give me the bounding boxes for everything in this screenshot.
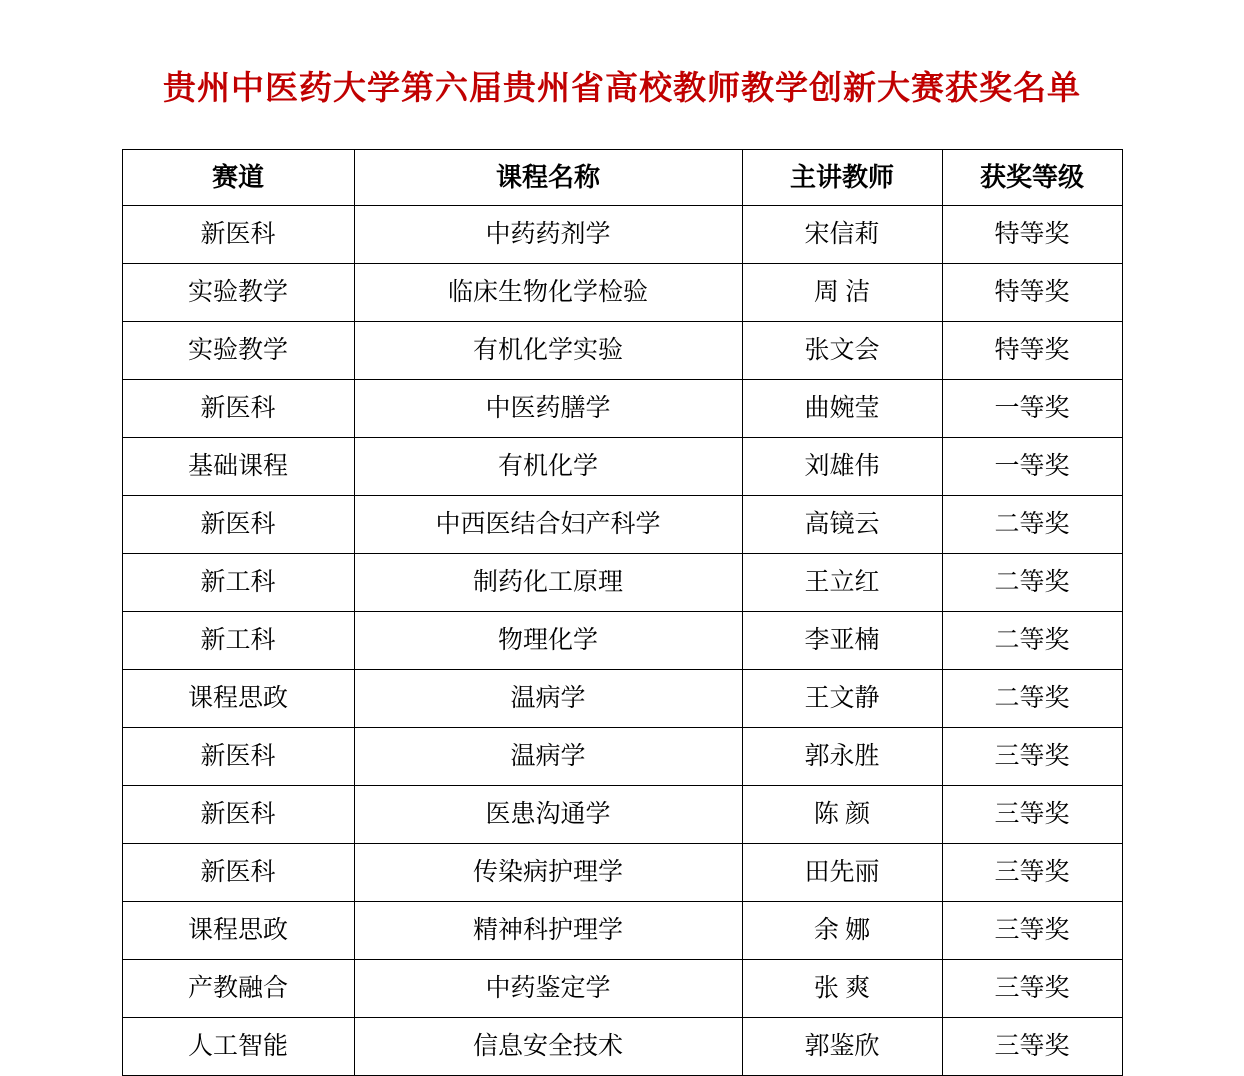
cell-course: 物理化学 — [354, 612, 742, 670]
award-table-container — [0, 149, 1244, 1076]
cell-teacher: 陈 颜 — [742, 786, 942, 844]
cell-teacher: 张文会 — [742, 322, 942, 380]
cell-course: 中医药膳学 — [354, 380, 742, 438]
table-header-row — [122, 150, 1122, 206]
table-row — [122, 960, 1122, 1018]
table-row — [122, 206, 1122, 264]
cell-teacher: 刘雄伟 — [742, 438, 942, 496]
cell-award: 特等奖 — [942, 206, 1122, 264]
table-row — [122, 554, 1122, 612]
cell-teacher: 王立红 — [742, 554, 942, 612]
cell-award: 二等奖 — [942, 496, 1122, 554]
cell-track: 新医科 — [122, 380, 354, 438]
page-title: 贵州中医药大学第六届贵州省高校教师教学创新大赛获奖名单 — [163, 71, 1081, 107]
cell-track: 课程思政 — [122, 902, 354, 960]
cell-track: 新工科 — [122, 612, 354, 670]
cell-award: 二等奖 — [942, 554, 1122, 612]
cell-course: 有机化学 — [354, 438, 742, 496]
table-row — [122, 438, 1122, 496]
cell-course: 中药鉴定学 — [354, 960, 742, 1018]
cell-teacher: 宋信莉 — [742, 206, 942, 264]
column-header-course: 课程名称 — [354, 150, 742, 206]
table-row — [122, 1018, 1122, 1076]
table-row — [122, 496, 1122, 554]
cell-award: 一等奖 — [942, 380, 1122, 438]
table-row — [122, 786, 1122, 844]
cell-award: 特等奖 — [942, 322, 1122, 380]
cell-teacher: 张 爽 — [742, 960, 942, 1018]
table-row — [122, 670, 1122, 728]
cell-track: 课程思政 — [122, 670, 354, 728]
cell-track: 基础课程 — [122, 438, 354, 496]
cell-teacher: 王文静 — [742, 670, 942, 728]
cell-teacher: 周 洁 — [742, 264, 942, 322]
table-header — [122, 150, 1122, 206]
cell-course: 信息安全技术 — [354, 1018, 742, 1076]
cell-track: 新医科 — [122, 786, 354, 844]
cell-course: 温病学 — [354, 728, 742, 786]
cell-teacher: 高镜云 — [742, 496, 942, 554]
cell-teacher: 李亚楠 — [742, 612, 942, 670]
cell-track: 实验教学 — [122, 264, 354, 322]
table-row — [122, 380, 1122, 438]
cell-course: 医患沟通学 — [354, 786, 742, 844]
cell-course: 中西医结合妇产科学 — [354, 496, 742, 554]
cell-track: 新医科 — [122, 728, 354, 786]
cell-award: 三等奖 — [942, 902, 1122, 960]
table-row — [122, 322, 1122, 380]
cell-award: 三等奖 — [942, 960, 1122, 1018]
cell-award: 三等奖 — [942, 844, 1122, 902]
cell-teacher: 郭永胜 — [742, 728, 942, 786]
cell-track: 新医科 — [122, 206, 354, 264]
cell-teacher: 田先丽 — [742, 844, 942, 902]
column-header-award: 获奖等级 — [942, 150, 1122, 206]
cell-award: 一等奖 — [942, 438, 1122, 496]
table-row — [122, 612, 1122, 670]
column-header-track: 赛道 — [122, 150, 354, 206]
cell-course: 传染病护理学 — [354, 844, 742, 902]
cell-course: 中药药剂学 — [354, 206, 742, 264]
cell-course: 精神科护理学 — [354, 902, 742, 960]
table-row — [122, 264, 1122, 322]
cell-teacher: 曲婉莹 — [742, 380, 942, 438]
column-header-teacher: 主讲教师 — [742, 150, 942, 206]
cell-award: 二等奖 — [942, 612, 1122, 670]
cell-track: 新医科 — [122, 844, 354, 902]
cell-award: 三等奖 — [942, 786, 1122, 844]
cell-course: 制药化工原理 — [354, 554, 742, 612]
cell-course: 临床生物化学检验 — [354, 264, 742, 322]
cell-award: 三等奖 — [942, 1018, 1122, 1076]
cell-course: 有机化学实验 — [354, 322, 742, 380]
cell-track: 新工科 — [122, 554, 354, 612]
cell-award: 三等奖 — [942, 728, 1122, 786]
cell-award: 二等奖 — [942, 670, 1122, 728]
cell-track: 人工智能 — [122, 1018, 354, 1076]
cell-track: 产教融合 — [122, 960, 354, 1018]
award-table — [122, 149, 1123, 1076]
table-row — [122, 902, 1122, 960]
table-body — [122, 206, 1122, 1076]
cell-course: 温病学 — [354, 670, 742, 728]
cell-award: 特等奖 — [942, 264, 1122, 322]
cell-track: 实验教学 — [122, 322, 354, 380]
table-row — [122, 844, 1122, 902]
cell-teacher: 郭鉴欣 — [742, 1018, 942, 1076]
table-row — [122, 728, 1122, 786]
cell-teacher: 余 娜 — [742, 902, 942, 960]
cell-track: 新医科 — [122, 496, 354, 554]
